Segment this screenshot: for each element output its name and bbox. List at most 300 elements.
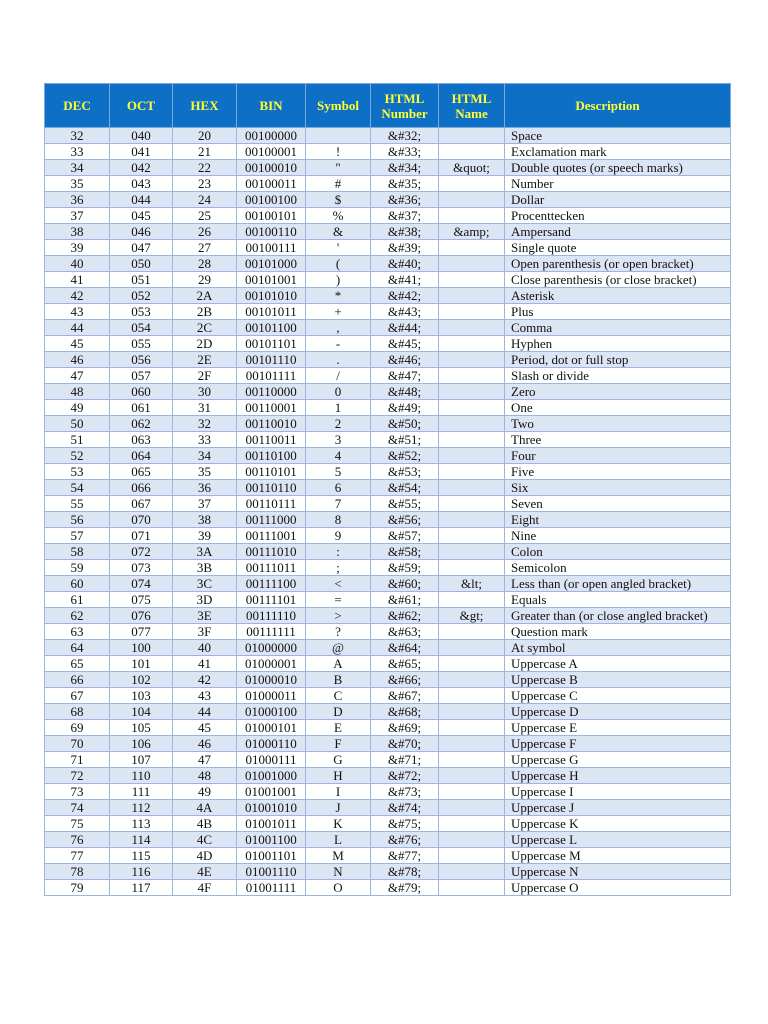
cell-symbol: L [306,832,371,848]
cell-html-number: &#61; [371,592,439,608]
cell-html-name [439,656,505,672]
cell-hex: 35 [173,464,237,480]
cell-html-number: &#57; [371,528,439,544]
cell-symbol: A [306,656,371,672]
table-row [45,320,731,336]
table-row [45,592,731,608]
cell-hex: 47 [173,752,237,768]
cell-html-name [439,368,505,384]
cell-html-name [439,320,505,336]
cell-description: Double quotes (or speech marks) [505,160,731,176]
cell-description: Uppercase B [505,672,731,688]
cell-html-number: &#79; [371,880,439,896]
cell-description: Dollar [505,192,731,208]
cell-html-name [439,352,505,368]
cell-html-name [439,480,505,496]
cell-html-number: &#76; [371,832,439,848]
column-header-oct: OCT [110,84,173,128]
table-row [45,688,731,704]
cell-html-number: &#37; [371,208,439,224]
cell-bin: 00110110 [237,480,306,496]
cell-html-number: &#59; [371,560,439,576]
cell-symbol: ) [306,272,371,288]
cell-bin: 01000111 [237,752,306,768]
cell-oct: 100 [110,640,173,656]
cell-symbol: ' [306,240,371,256]
table-row [45,480,731,496]
cell-dec: 50 [45,416,110,432]
header-row [45,84,731,128]
cell-symbol: ( [306,256,371,272]
cell-dec: 62 [45,608,110,624]
cell-html-name [439,400,505,416]
cell-html-name [439,192,505,208]
cell-html-number: &#62; [371,608,439,624]
cell-bin: 00111110 [237,608,306,624]
column-header-bin: BIN [237,84,306,128]
cell-html-number: &#45; [371,336,439,352]
cell-oct: 053 [110,304,173,320]
cell-dec: 45 [45,336,110,352]
cell-oct: 043 [110,176,173,192]
cell-oct: 055 [110,336,173,352]
cell-symbol: . [306,352,371,368]
cell-bin: 00101010 [237,288,306,304]
cell-hex: 2C [173,320,237,336]
cell-oct: 110 [110,768,173,784]
table-row [45,848,731,864]
cell-symbol: F [306,736,371,752]
cell-description: Uppercase D [505,704,731,720]
cell-symbol: " [306,160,371,176]
cell-oct: 070 [110,512,173,528]
cell-bin: 01000000 [237,640,306,656]
cell-oct: 056 [110,352,173,368]
cell-oct: 062 [110,416,173,432]
cell-symbol: > [306,608,371,624]
cell-hex: 30 [173,384,237,400]
cell-dec: 78 [45,864,110,880]
table-row [45,144,731,160]
cell-bin: 01001011 [237,816,306,832]
cell-html-number: &#32; [371,128,439,144]
cell-description: Uppercase F [505,736,731,752]
cell-oct: 054 [110,320,173,336]
table-row [45,512,731,528]
cell-html-name [439,720,505,736]
cell-html-name [439,704,505,720]
cell-oct: 050 [110,256,173,272]
column-header-html-name: HTML Name [439,84,505,128]
cell-oct: 076 [110,608,173,624]
cell-description: Single quote [505,240,731,256]
table-row [45,832,731,848]
cell-description: Uppercase H [505,768,731,784]
cell-bin: 01001010 [237,800,306,816]
cell-hex: 2E [173,352,237,368]
cell-dec: 33 [45,144,110,160]
cell-html-name [439,144,505,160]
cell-description: Procenttecken [505,208,731,224]
cell-html-name [439,304,505,320]
cell-html-number: &#78; [371,864,439,880]
cell-html-number: &#47; [371,368,439,384]
table-row [45,160,731,176]
cell-oct: 045 [110,208,173,224]
cell-bin: 00111000 [237,512,306,528]
cell-dec: 77 [45,848,110,864]
cell-description: Nine [505,528,731,544]
cell-symbol: 1 [306,400,371,416]
table-row [45,528,731,544]
cell-oct: 060 [110,384,173,400]
cell-oct: 064 [110,448,173,464]
cell-bin: 00111111 [237,624,306,640]
cell-symbol: B [306,672,371,688]
cell-html-name: &amp; [439,224,505,240]
cell-oct: 102 [110,672,173,688]
cell-oct: 111 [110,784,173,800]
cell-bin: 01001100 [237,832,306,848]
cell-dec: 43 [45,304,110,320]
table-row [45,560,731,576]
cell-bin: 00110111 [237,496,306,512]
cell-hex: 45 [173,720,237,736]
cell-html-name [439,752,505,768]
cell-dec: 40 [45,256,110,272]
cell-hex: 24 [173,192,237,208]
cell-hex: 2B [173,304,237,320]
cell-html-name [439,544,505,560]
cell-description: Asterisk [505,288,731,304]
table-row [45,416,731,432]
cell-html-number: &#33; [371,144,439,160]
cell-description: Uppercase L [505,832,731,848]
cell-oct: 115 [110,848,173,864]
table-row [45,576,731,592]
cell-description: Colon [505,544,731,560]
cell-description: Semicolon [505,560,731,576]
cell-html-number: &#43; [371,304,439,320]
cell-symbol: - [306,336,371,352]
table-row [45,288,731,304]
cell-description: Greater than (or close angled bracket) [505,608,731,624]
cell-hex: 27 [173,240,237,256]
cell-bin: 00110101 [237,464,306,480]
cell-dec: 37 [45,208,110,224]
cell-hex: 36 [173,480,237,496]
cell-bin: 01001110 [237,864,306,880]
cell-description: Uppercase M [505,848,731,864]
cell-html-number: &#50; [371,416,439,432]
cell-html-name: &quot; [439,160,505,176]
cell-dec: 65 [45,656,110,672]
cell-oct: 063 [110,432,173,448]
cell-oct: 105 [110,720,173,736]
cell-bin: 00100110 [237,224,306,240]
cell-dec: 32 [45,128,110,144]
cell-dec: 56 [45,512,110,528]
table-row [45,736,731,752]
cell-hex: 48 [173,768,237,784]
cell-bin: 01001101 [237,848,306,864]
cell-symbol: E [306,720,371,736]
cell-symbol: I [306,784,371,800]
cell-oct: 106 [110,736,173,752]
cell-dec: 75 [45,816,110,832]
cell-description: Open parenthesis (or open bracket) [505,256,731,272]
cell-oct: 101 [110,656,173,672]
cell-dec: 48 [45,384,110,400]
cell-html-number: &#54; [371,480,439,496]
cell-dec: 63 [45,624,110,640]
cell-bin: 01000110 [237,736,306,752]
cell-html-number: &#67; [371,688,439,704]
cell-oct: 074 [110,576,173,592]
cell-html-name [439,736,505,752]
cell-dec: 58 [45,544,110,560]
cell-dec: 35 [45,176,110,192]
cell-dec: 55 [45,496,110,512]
cell-description: Six [505,480,731,496]
cell-description: Two [505,416,731,432]
table-row [45,800,731,816]
cell-html-number: &#36; [371,192,439,208]
cell-dec: 41 [45,272,110,288]
cell-dec: 53 [45,464,110,480]
cell-oct: 051 [110,272,173,288]
table-row [45,752,731,768]
cell-description: Uppercase G [505,752,731,768]
cell-html-name [439,784,505,800]
cell-html-number: &#49; [371,400,439,416]
cell-bin: 00101111 [237,368,306,384]
cell-oct: 057 [110,368,173,384]
cell-dec: 60 [45,576,110,592]
table-row [45,496,731,512]
cell-dec: 54 [45,480,110,496]
cell-oct: 113 [110,816,173,832]
cell-symbol: < [306,576,371,592]
table-row [45,624,731,640]
cell-hex: 38 [173,512,237,528]
cell-hex: 37 [173,496,237,512]
cell-symbol: @ [306,640,371,656]
cell-hex: 46 [173,736,237,752]
cell-bin: 00101000 [237,256,306,272]
table-row [45,720,731,736]
cell-symbol: # [306,176,371,192]
cell-symbol: 8 [306,512,371,528]
cell-hex: 33 [173,432,237,448]
cell-dec: 61 [45,592,110,608]
table-row [45,256,731,272]
cell-html-name [439,288,505,304]
cell-symbol: ? [306,624,371,640]
cell-oct: 040 [110,128,173,144]
cell-description: Uppercase E [505,720,731,736]
cell-symbol: 2 [306,416,371,432]
table-row [45,240,731,256]
cell-dec: 39 [45,240,110,256]
cell-bin: 00111010 [237,544,306,560]
cell-html-number: &#58; [371,544,439,560]
cell-dec: 38 [45,224,110,240]
cell-oct: 073 [110,560,173,576]
cell-symbol: J [306,800,371,816]
cell-description: Eight [505,512,731,528]
cell-oct: 061 [110,400,173,416]
cell-oct: 046 [110,224,173,240]
table-row [45,880,731,896]
cell-dec: 46 [45,352,110,368]
cell-hex: 44 [173,704,237,720]
cell-html-number: &#73; [371,784,439,800]
cell-bin: 00101011 [237,304,306,320]
cell-hex: 23 [173,176,237,192]
cell-symbol: / [306,368,371,384]
cell-html-name [439,256,505,272]
cell-dec: 74 [45,800,110,816]
cell-hex: 43 [173,688,237,704]
table-row [45,128,731,144]
cell-bin: 00111001 [237,528,306,544]
cell-html-number: &#63; [371,624,439,640]
table-row [45,368,731,384]
cell-symbol: 7 [306,496,371,512]
cell-html-name [439,560,505,576]
cell-html-number: &#51; [371,432,439,448]
cell-symbol: 4 [306,448,371,464]
table-row [45,640,731,656]
cell-description: Five [505,464,731,480]
cell-bin: 00100100 [237,192,306,208]
table-row [45,208,731,224]
cell-bin: 00110001 [237,400,306,416]
cell-dec: 71 [45,752,110,768]
table-row [45,336,731,352]
cell-dec: 36 [45,192,110,208]
cell-description: Three [505,432,731,448]
cell-bin: 00111011 [237,560,306,576]
cell-oct: 047 [110,240,173,256]
table-row [45,816,731,832]
cell-hex: 2D [173,336,237,352]
cell-symbol: & [306,224,371,240]
table-row [45,272,731,288]
cell-html-name [439,496,505,512]
cell-html-number: &#66; [371,672,439,688]
cell-html-name [439,208,505,224]
cell-symbol: D [306,704,371,720]
cell-hex: 3E [173,608,237,624]
ascii-table [44,83,731,896]
table-row [45,544,731,560]
cell-symbol: + [306,304,371,320]
cell-description: Four [505,448,731,464]
cell-bin: 00101100 [237,320,306,336]
cell-symbol: : [306,544,371,560]
cell-bin: 00100000 [237,128,306,144]
table-row [45,176,731,192]
cell-html-name [439,176,505,192]
cell-bin: 00100011 [237,176,306,192]
table-row [45,704,731,720]
cell-hex: 34 [173,448,237,464]
table-row [45,400,731,416]
cell-html-number: &#69; [371,720,439,736]
cell-dec: 34 [45,160,110,176]
column-header-symbol: Symbol [306,84,371,128]
cell-description: Space [505,128,731,144]
cell-html-number: &#71; [371,752,439,768]
cell-description: Hyphen [505,336,731,352]
cell-html-name [439,240,505,256]
cell-html-number: &#52; [371,448,439,464]
cell-hex: 4A [173,800,237,816]
cell-symbol: G [306,752,371,768]
cell-symbol: = [306,592,371,608]
cell-html-number: &#48; [371,384,439,400]
cell-html-number: &#46; [371,352,439,368]
cell-bin: 01000010 [237,672,306,688]
cell-description: One [505,400,731,416]
cell-bin: 00110011 [237,432,306,448]
cell-html-number: &#60; [371,576,439,592]
cell-description: Plus [505,304,731,320]
cell-html-number: &#70; [371,736,439,752]
cell-html-name [439,672,505,688]
table-row [45,192,731,208]
table-header [45,84,731,128]
cell-bin: 01000011 [237,688,306,704]
cell-symbol: O [306,880,371,896]
cell-bin: 01000001 [237,656,306,672]
cell-description: Uppercase A [505,656,731,672]
cell-symbol: , [306,320,371,336]
cell-description: Less than (or open angled bracket) [505,576,731,592]
cell-symbol: C [306,688,371,704]
cell-hex: 31 [173,400,237,416]
cell-html-number: &#68; [371,704,439,720]
cell-html-name [439,592,505,608]
cell-bin: 01001000 [237,768,306,784]
table-row [45,352,731,368]
cell-html-name [439,272,505,288]
cell-symbol: N [306,864,371,880]
cell-symbol: K [306,816,371,832]
cell-dec: 44 [45,320,110,336]
cell-html-name [439,816,505,832]
cell-html-name [439,512,505,528]
column-header-html-number: HTML Number [371,84,439,128]
cell-hex: 25 [173,208,237,224]
cell-dec: 79 [45,880,110,896]
cell-symbol: 6 [306,480,371,496]
cell-description: Question mark [505,624,731,640]
cell-hex: 3B [173,560,237,576]
table-row [45,224,731,240]
cell-symbol: 3 [306,432,371,448]
column-header-dec: DEC [45,84,110,128]
cell-symbol: 9 [306,528,371,544]
cell-bin: 00101101 [237,336,306,352]
cell-hex: 20 [173,128,237,144]
cell-dec: 47 [45,368,110,384]
cell-description: Seven [505,496,731,512]
cell-html-number: &#44; [371,320,439,336]
cell-hex: 4F [173,880,237,896]
